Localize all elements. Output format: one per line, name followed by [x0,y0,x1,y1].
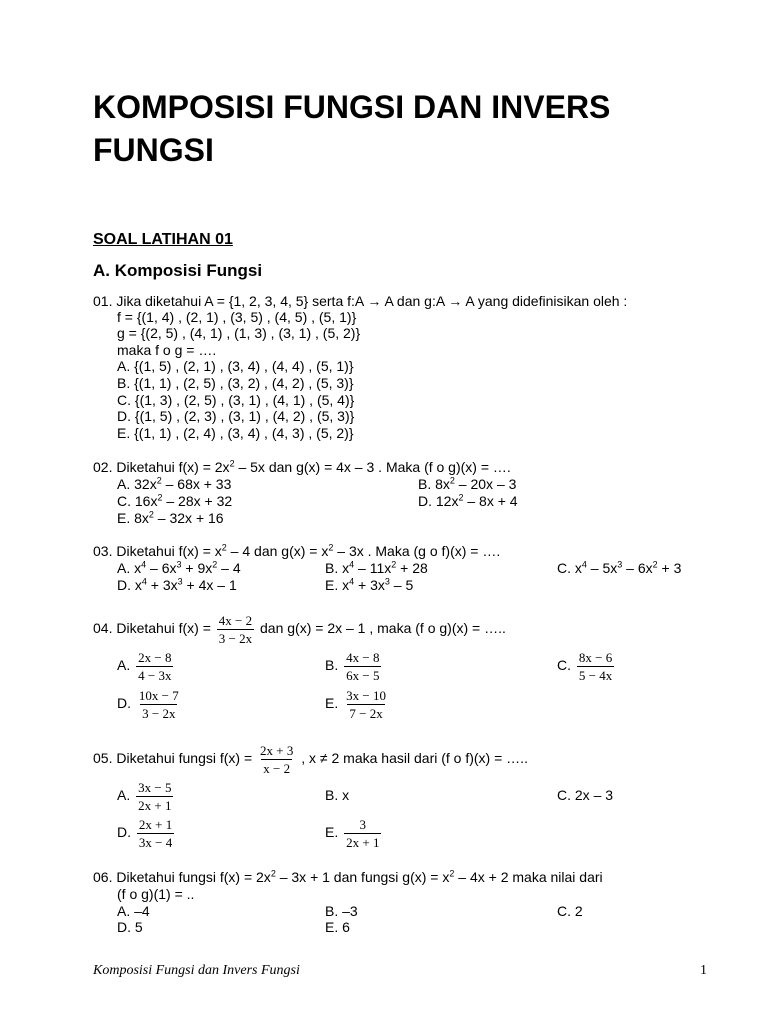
q3-stem: 03. Diketahui $f(x) = x^2 - 4$ dan $g(x) = x^2 - 3x$ . Maka (g o f)(x) = …. [93,542,501,559]
q4-option-a: A. $\frac{2x - 8}{4 - 3x}$ [117,649,172,683]
q4-option-e: E. $\frac{3x - 10}{7 - 2x}$ [325,687,386,721]
q2-option-b: B. $8x^2 - 20x - 3$ [418,475,517,492]
q2-option-e: E. $8x^2 - 32x + 16$ [117,509,224,526]
q6-stem-line-2: (f o g)(1) = .. [117,886,195,902]
q1-question: maka f o g = …. [117,342,217,358]
q5-option-e: E. $\frac{3}{2x + 1}$ [325,816,380,850]
q5-option-a: A. $\frac{3x - 5}{2x + 1}$ [117,779,172,813]
q2-option-d: D. $12x^2 - 8x + 4$ [418,492,518,509]
q1-option-d: D. {(1, 5) , (2, 3) , (3, 1) , (4, 2) , (5, 3)} [117,408,355,424]
q1-option-a: A. {(1, 5) , (2, 1) , (3, 4) , (4, 4) , (5, 1)} [117,358,354,374]
q6-stem: 06. Diketahui fungsi $f(x) = 2x^2 - 3x + 1$ dan fungsi $g(x) = x^2 - 4x + 2$ maka nilai dari [93,868,603,885]
q5-f-fraction: $\frac{2x + 3}{x - 2}$ [260,742,294,776]
q3-option-a: A. $x^4 - 6x^3 + 9x^2 - 4$ [117,559,241,576]
page-number: 1 [700,963,707,978]
q1-g-definition: g = {(2, 5) , (4, 1) , (1, 3) , (3, 1) , (5, 2)} [117,325,361,341]
q2-option-c: C. $16x^2 - 28x + 32$ [117,492,233,509]
q1-option-b: B. {(1, 1) , (2, 5) , (3, 2) , (4, 2) , (5, 3)} [117,375,354,391]
q3-option-c: C. $x^4 - 5x^3 - 6x^2 + 3$ [557,559,682,576]
q4-option-d: D. $\frac{10x - 7}{3 - 2x}$ [117,687,179,721]
q1-option-c: C. {(1, 3) , (2, 5) , (3, 1) , (4, 1) , (5, 4)} [117,392,355,408]
page-title-line-2: FUNGSI [93,132,214,168]
q5-option-d: D. $\frac{2x + 1}{3x - 4}$ [117,816,173,850]
q6-option-d: D. 5 [117,919,143,935]
q1-stem: 01. Jika diketahui A = {1, 2, 3, 4, 5} serta f:A → A dan g:A → A yang didefinisikan oleh : [93,293,628,309]
q5-option-c: C. 2x – 3 [557,787,614,803]
q4-option-c: C. $\frac{8x - 6}{5 - 4x}$ [557,649,613,683]
q4-f-fraction: $\frac{4x - 2}{3 - 2x}$ [218,612,253,646]
q2-stem: 02. Diketahui $f(x) = 2x^2 - 5x$ dan g(x) = 4x – 3 . Maka (f o g)(x) = …. [93,458,511,475]
q2-option-a: A. $32x^2 - 68x + 33$ [117,475,232,492]
q4-option-b: B. $\frac{4x - 8}{6x - 5}$ [325,649,380,683]
soal-heading: SOAL LATIHAN 01 [93,231,233,248]
q3-option-b: B. $x^4 - 11x^2 + 28$ [325,559,428,576]
q6-option-b: B. –3 [325,903,358,919]
page-title-line-1: KOMPOSISI FUNGSI DAN INVERS [93,89,611,125]
q3-option-d: D. $x^4 + 3x^3 + 4x - 1$ [117,576,237,593]
footer-title: Komposisi Fungsi dan Invers Fungsi [93,963,300,978]
q4-stem: 04. Diketahui f(x) = $\frac{4x - 2}{3 - 2x}$ dan g(x) = 2x – 1 , maka (f o g)(x) = ….. [93,612,506,646]
section-heading: A. Komposisi Fungsi [93,261,263,280]
q5-option-b: B. x [325,787,350,803]
q1-option-e: E. {(1, 1) , (2, 4) , (3, 4) , (4, 3) , (5, 2)} [117,425,354,441]
q6-option-c: C. 2 [557,903,583,919]
q3-option-e: E. $x^4 + 3x^3 - 5$ [325,576,414,593]
q1-f-definition: f = {(1, 4) , (2, 1) , (3, 5) , (4, 5) , (5, 1)} [117,309,357,325]
q5-stem: 05. Diketahui fungsi f(x) = $\frac{2x + 3}{x - 2}$ , x ≠ 2 maka hasil dari (f o f)(x) = ….. [93,742,528,776]
q6-option-a: A. –4 [117,903,150,919]
q6-option-e: E. 6 [325,919,350,935]
